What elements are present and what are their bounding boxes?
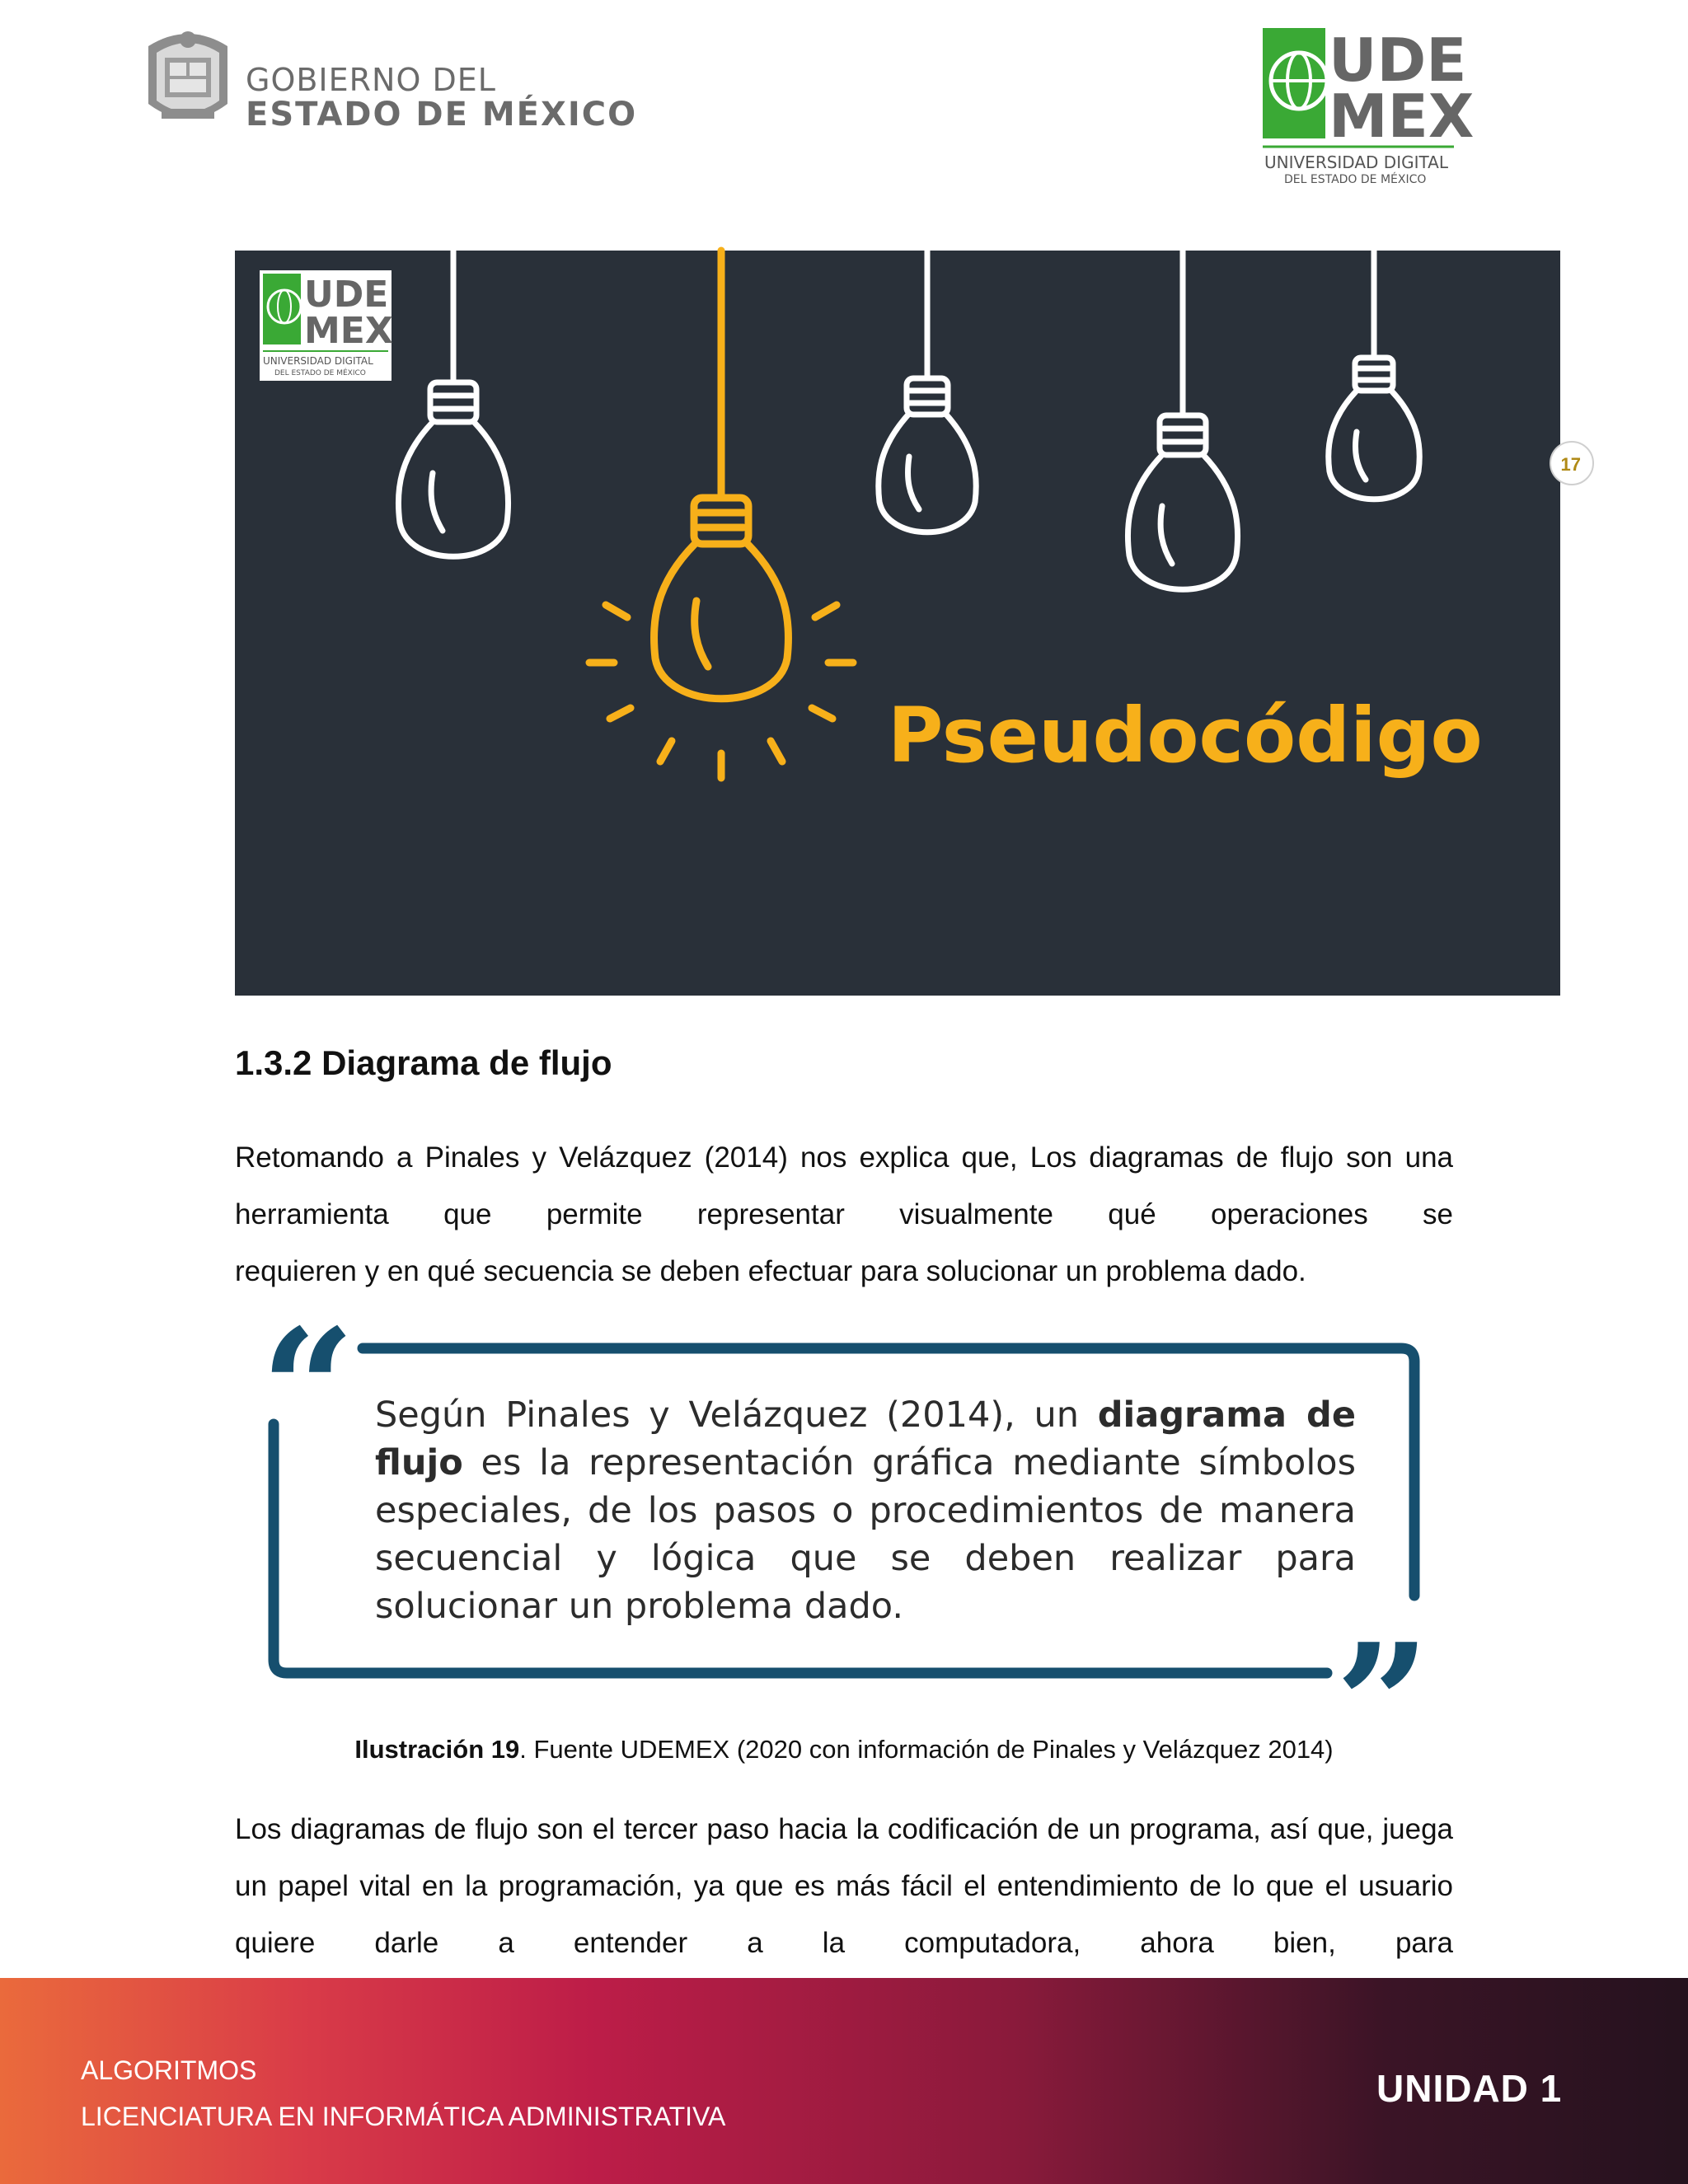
paragraph-1-last-line: requieren y en qué secuencia se deben efectuar para solucionar un problema dado.: [235, 1255, 1306, 1287]
hanging-bulb-icon: [398, 251, 508, 556]
paragraph-2-text: Los diagramas de flujo son el tercer paso hacia la codificación de un programa, así que, juega un papel vital en la programación, ya que es más fácil el entendimiento de lo que el usuario quiere darle a entender a la computadora, ahora bien, para: [235, 1813, 1453, 1959]
banner-logo-sub2: DEL ESTADO DE MÉXICO: [274, 369, 366, 377]
quote-intro: Según Pinales y Velázquez (2014), un: [375, 1394, 1098, 1436]
banner-title: Pseudocódigo: [888, 691, 1483, 780]
page-number-badge: 17: [1550, 441, 1594, 485]
footer-unit: UNIDAD 1: [1376, 2067, 1563, 2110]
banner-logo-line1: UDE: [304, 274, 389, 316]
quote-last-line: solucionar un problema dado.: [375, 1586, 904, 1627]
udemex-logo-line1: UDE: [1329, 26, 1467, 95]
government-seal-logo: [132, 21, 244, 134]
paragraph-1-main: Retomando a Pinales y Velázquez (2014) nos explica que, Los diagramas de flujo son una herramienta que permite representar visualmente qué operaciones se: [235, 1141, 1453, 1230]
hanging-bulb-icon: [1128, 251, 1237, 589]
close-quote-mark: ”: [1335, 1608, 1431, 1802]
hanging-bulb-icon: [1329, 251, 1420, 499]
figure-caption: [235, 1735, 1453, 1765]
hanging-bulb-icon: [879, 251, 977, 532]
pseudocode-banner: [235, 251, 1560, 996]
quote-bold-term: diagrama de flujo: [375, 1394, 1356, 1483]
government-name: [246, 64, 637, 132]
glowing-lightbulb-icon: [589, 251, 853, 778]
gov-line-2: ESTADO DE MÉXICO: [246, 95, 638, 134]
paragraph-2: [235, 1801, 1453, 1971]
quote-rest: es la representación gráfica mediante símbolos especiales, de los pasos o procedimientos de manera secuencial y lógica que se deben realizar para: [375, 1442, 1356, 1579]
udemex-logo-sub1: UNIVERSIDAD DIGITAL: [1264, 152, 1448, 172]
paragraph-1: [235, 1129, 1453, 1300]
quote-text: [375, 1391, 1356, 1630]
footer-course-info: [81, 2047, 725, 2139]
gov-line-1: GOBIERNO DEL: [246, 62, 496, 98]
footer-course: ALGORITMOS: [81, 2055, 257, 2085]
banner-logo-line2: MEX: [304, 310, 393, 352]
caption-text: . Fuente UDEMEX (2020 con información de Pinales y Velázquez 2014): [519, 1735, 1334, 1764]
udemex-logo-line2: MEX: [1329, 82, 1475, 151]
udemex-logo-sub2: DEL ESTADO DE MÉXICO: [1284, 173, 1427, 186]
caption-label: Ilustración 19: [354, 1735, 520, 1764]
udemex-logo: [1259, 26, 1475, 191]
banner-udemex-logo: [260, 270, 392, 381]
footer-program: LICENCIATURA EN INFORMÁTICA ADMINISTRATIVA: [81, 2102, 726, 2131]
banner-logo-sub1: UNIVERSIDAD DIGITAL: [263, 355, 373, 367]
section-heading: 1.3.2 Diagrama de flujo: [235, 1043, 612, 1082]
open-quote-mark: “: [260, 1293, 356, 1487]
